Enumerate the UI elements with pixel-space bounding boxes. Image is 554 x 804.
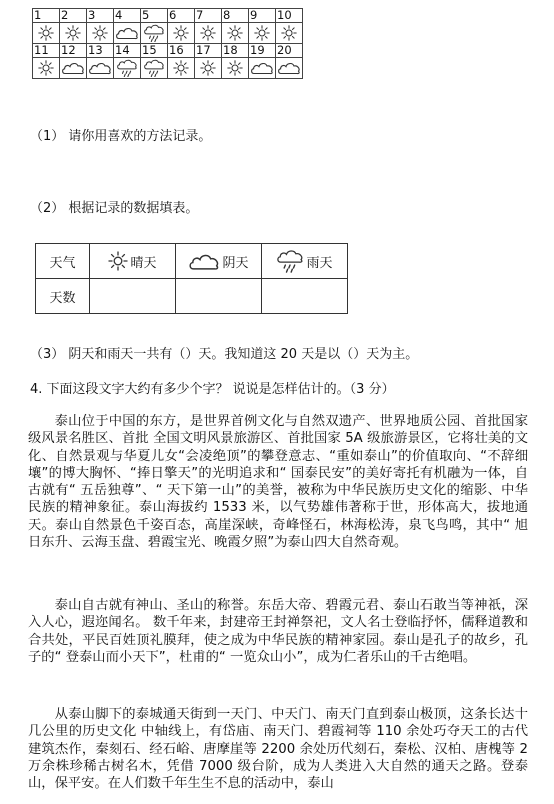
day-weather-cell [114, 23, 141, 44]
day-number: 8 [222, 9, 249, 23]
day-number: 10 [276, 9, 303, 23]
day-weather-cell [60, 23, 87, 44]
day-number: 4 [114, 9, 141, 23]
day-weather-cell [60, 58, 87, 79]
day-weather-cell [276, 58, 303, 79]
day-number: 20 [276, 44, 303, 58]
day-number: 7 [195, 9, 222, 23]
days-header-cell: 天数 [36, 279, 90, 314]
sunny-icon [200, 60, 216, 76]
day-number: 16 [168, 44, 195, 58]
weather-stats-table [35, 243, 348, 314]
day-number: 14 [114, 44, 141, 58]
rainy-icon [143, 24, 165, 42]
sunny-days-cell[interactable] [90, 279, 176, 314]
day-weather-cell [168, 58, 195, 79]
day-weather-cell [249, 23, 276, 44]
sunny-icon [200, 25, 216, 41]
cloudy-icon [250, 61, 274, 75]
day-weather-cell [33, 23, 60, 44]
day-number: 18 [222, 44, 249, 58]
day-number: 19 [249, 44, 276, 58]
rainy-header-cell [262, 244, 348, 279]
day-number: 11 [33, 44, 60, 58]
day-weather-cell [276, 23, 303, 44]
cloudy-icon [88, 61, 112, 75]
day-number-row [33, 9, 303, 23]
passage-paragraph-3: 从泰山脚下的泰城通天街到一天门、中天门、南天门直到泰山极顶，这条长达十几公里的历史文化 中轴线上，有岱庙、南天门、碧霞祠等 110 余处巧夺天工的古代建筑杰作，秦刻石、经石峪、唐摩崖等 2200 余处历代刻石，秦松、汉柏、唐槐等 2 万余株珍稀古树名木，凭借 7000 级台阶，成为人类进入大自然的通天之路。登泰山，保平安。在人们数千年生生不息的活动中，泰山 [28, 707, 528, 792]
sunny-icon [227, 60, 243, 76]
sunny-icon [173, 60, 189, 76]
day-weather-cell [114, 58, 141, 79]
day-weather-cell [195, 58, 222, 79]
day-number: 15 [141, 44, 168, 58]
day-number: 17 [195, 44, 222, 58]
sunny-icon [38, 60, 54, 76]
question-1: （1） 请你用喜欢的方法记录。 [30, 129, 212, 144]
day-number: 3 [87, 9, 114, 23]
day-number: 12 [60, 44, 87, 58]
rainy-icon [276, 249, 304, 273]
day-number: 9 [249, 9, 276, 23]
cloudy-icon [61, 61, 85, 75]
day-weather-row [33, 23, 303, 44]
cloudy-days-cell[interactable] [176, 279, 262, 314]
sunny-icon [65, 25, 81, 41]
rainy-days-cell[interactable] [262, 279, 348, 314]
sunny-header-cell [90, 244, 176, 279]
day-weather-cell [222, 23, 249, 44]
passage-paragraph-2: 泰山自古就有神山、圣山的称誉。东岳大帝、碧霞元君、泰山石敢当等神祇，深入人心，遐迩闻名。 数千年来，封建帝王封禅祭祀，文人名士登临抒怀，儒释道教和合共处，平民百姓顶礼膜拜，使之成为中华民族的精神家园。泰山是孔子的故乡，孔子的“ 登泰山而小天下”，杜甫的“ 一览众山小”，成为仁者乐山的千古绝唱。 [28, 598, 528, 665]
cloudy-icon [277, 61, 301, 75]
day-number: 6 [168, 9, 195, 23]
sunny-icon [38, 25, 54, 41]
sunny-icon [173, 25, 189, 41]
sunny-icon [108, 251, 128, 271]
rainy-icon [143, 59, 165, 77]
day-number: 2 [60, 9, 87, 23]
rainy-icon [116, 59, 138, 77]
day-weather-cell [87, 23, 114, 44]
day-weather-cell [168, 23, 195, 44]
day-number: 5 [141, 9, 168, 23]
question-4: 4. 下面这段文字大约有多少个字？ 说说是怎样估计的。（3 分） [30, 382, 395, 397]
rainy-label: 雨天 [306, 255, 333, 271]
day-weather-cell [195, 23, 222, 44]
cloudy-icon [115, 26, 139, 40]
weather-header-cell: 天气 [36, 244, 90, 279]
question-3: （3） 阴天和雨天一共有（）天。我知道这 20 天是以（）天为主。 [30, 347, 419, 362]
passage-paragraph-1: 泰山位于中国的东方，是世界首例文化与自然双遗产、世界地质公园、首批国家级风景名胜区、首批 全国文明风景旅游区、首批国家 5A 级旅游景区，它将壮美的文化、自然景观与华夏儿女“会凌绝顶”的攀登意志、“重如泰山”的价值取向、“不辞细壤”的博大胸怀、“捧日擎天”的光明追求和“ 国泰民安”的美好寄托有机融为一体，自古就有“ 五岳独尊”、“ 天下第一山”的美誉，被称为中华民族历史文化的缩影、中华民族的精神象征。泰山海拔约 1533 米，以气势雄伟著称于世，形体高大，拔地通天。泰山自然景色千姿百态，高崖深峡，奇峰怪石，林海松涛，泉飞鸟鸣，其中“ 旭日东升、云海玉盘、碧霞宝光、晚霞夕照”为泰山四大自然奇观。 [28, 414, 528, 551]
cloudy-icon [188, 252, 220, 271]
day-number: 13 [87, 44, 114, 58]
weather-record-grid [32, 8, 303, 79]
day-weather-cell [141, 23, 168, 44]
cloudy-label: 阴天 [222, 255, 249, 271]
day-number-row [33, 44, 303, 58]
day-weather-cell [87, 58, 114, 79]
day-weather-cell [222, 58, 249, 79]
sunny-icon [227, 25, 243, 41]
sunny-label: 晴天 [130, 255, 157, 271]
sunny-icon [254, 25, 270, 41]
day-weather-cell [33, 58, 60, 79]
day-weather-row [33, 58, 303, 79]
day-number: 1 [33, 9, 60, 23]
sunny-icon [281, 25, 297, 41]
cloudy-header-cell [176, 244, 262, 279]
day-weather-cell [249, 58, 276, 79]
sunny-icon [92, 25, 108, 41]
day-weather-cell [141, 58, 168, 79]
question-2: （2） 根据记录的数据填表。 [30, 201, 199, 216]
